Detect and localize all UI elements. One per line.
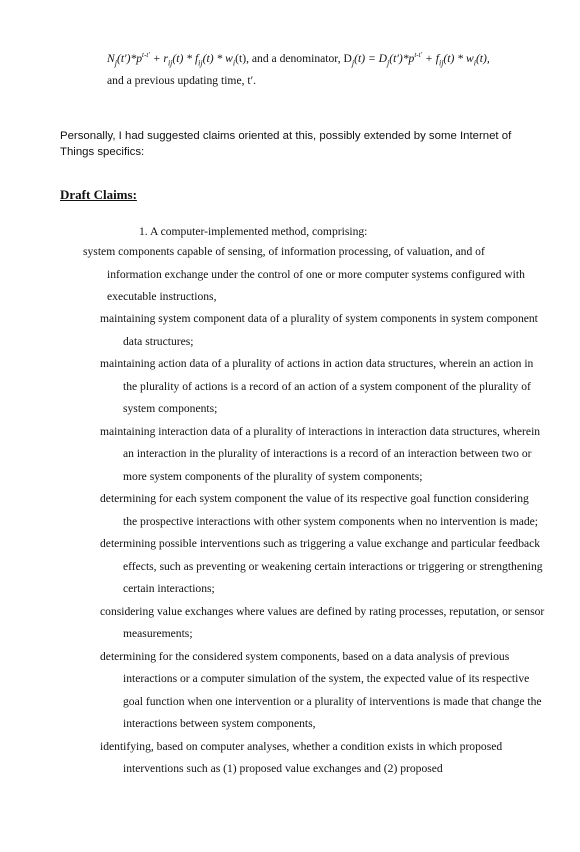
formula-subscript: j — [351, 58, 355, 68]
formula-text: (t) * w — [202, 51, 233, 65]
formula-text: + f — [422, 51, 439, 65]
formula-subscript: i — [473, 58, 476, 68]
claim-step: maintaining system component data of a plurality of system components in system component data structures; — [100, 312, 538, 348]
claim-step: determining for each system component the value of its respective goal function considering the prospective interactions with other system components when no intervention is made; — [100, 492, 539, 528]
formula-subscript: j — [114, 58, 117, 68]
formula-text: (t), and a denominator, D — [235, 51, 352, 65]
claim-step: determining possible interventions such as triggering a value exchange and particular feedback effects, such as preventing or weakening certain interactions or triggering or strengthening certain interactions; — [100, 537, 543, 595]
formula-subscript: i — [232, 58, 236, 68]
claim-step: maintaining action data of a plurality of actions in action data structures, wherein an action in the plurality of actions is a record of an action of a system component of the plurality of system components; — [100, 357, 534, 415]
formula-text: (t) = D — [354, 51, 388, 65]
formula-subscript: ij — [198, 58, 203, 68]
formula-text: N — [107, 51, 115, 65]
formula-subscript: ij — [438, 58, 444, 68]
formula-text: (t) * f — [172, 51, 199, 65]
claim-step: considering value exchanges where values are defined by rating processes, reputation, or sensor measurements; — [100, 604, 545, 640]
claim-step: identifying, based on computer analyses, whether a condition exists in which proposed interventions such as (1) proposed value exchanges and (2) proposed — [100, 739, 503, 775]
formula-text: (t′)*p — [116, 51, 143, 65]
formula-subscript: j — [387, 58, 390, 68]
formula-text: (t), — [475, 51, 490, 65]
formula-line-2: and a previous updating time, t′. — [107, 74, 257, 87]
formula-text: + r — [149, 51, 168, 65]
intro-paragraph: Personally, I had suggested claims oriented at this, possibly extended by some Internet of Things specifics: — [60, 130, 512, 158]
draft-claims-heading: Draft Claims: — [60, 187, 137, 202]
formula-text: (t) * w — [443, 51, 474, 65]
claim-1-preamble — [83, 241, 553, 309]
formula-superscript: t-t′ — [142, 51, 150, 59]
claim-1-title: 1. A computer-implemented method, comprising: — [139, 225, 368, 238]
claim-step: determining for the considered system components, based on a data analysis of previous interactions or a computer simulation of the system, the expected value of its respective goal function when one intervention or a plurality of interventions is made that change the interactions between system components, — [100, 649, 542, 730]
claim-steps — [100, 308, 555, 781]
claim-1-preamble-text: system components capable of sensing, of information processing, of valuation, and of information exchange under the control of one or more computer systems configured with executable instructions, — [83, 245, 525, 303]
claim-step: maintaining interaction data of a plurality of interactions in interaction data structures, wherein an interaction in the plurality of interactions is a record of an interaction between two or more system components of the plurality of system components; — [100, 424, 541, 483]
formula-superscript: t-t′ — [414, 51, 423, 59]
formula-line-1 — [107, 52, 490, 67]
formula-text: (t′)*p — [389, 51, 415, 65]
formula-subscript: ij — [167, 58, 173, 68]
